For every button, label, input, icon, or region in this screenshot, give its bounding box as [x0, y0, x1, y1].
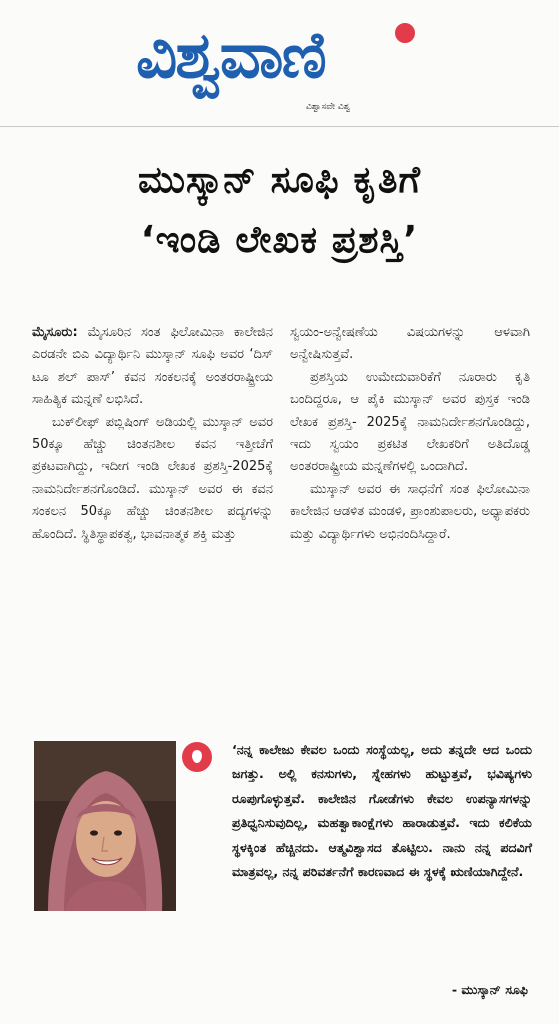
author-photo — [34, 741, 176, 911]
newspaper-logo: ವಿಶ್ವವಾಣಿ — [136, 19, 325, 93]
article-paragraph — [32, 322, 273, 412]
article-column-right — [290, 322, 530, 546]
quote-box — [32, 738, 532, 1010]
article-paragraph: ಬುಕ್‌ಲೀಫ್ ಪಬ್ಲಿಷಿಂಗ್ ಅಡಿಯಲ್ಲಿ ಮುಸ್ಕಾನ್ ಅವರ 50ಕ್ಕೂ ಹೆಚ್ಚು ಚಿಂತನಶೀಲ ಕವನ ಇತ್ತೀಚೆಗೆ ಪ್ರಕಟವಾಗಿದ್ದು, ಇದೀಗ ಇಂಡಿ ಲೇಖಕ ಪ್ರಶಸ್ತಿ-2025ಕ್ಕೆ ನಾಮನಿರ್ದೇಶನಗೊಂಡಿದೆ. ಮುಸ್ಕಾನ್ ಅವರ ಈ ಕವನ ಸಂಕಲನ 50ಕ್ಕೂ ಹೆಚ್ಚು ಚಿಂತನಶೀಲ ಪದ್ಯಗಳನ್ನು ಹೊಂದಿದೆ. ಸ್ಥಿತಿಸ್ಥಾಪಕತ್ವ, ಭಾವನಾತ್ಮಕ ಶಕ್ತಿ ಮತ್ತು — [32, 414, 273, 542]
masthead-divider — [0, 126, 559, 127]
article-paragraph: ಮುಸ್ಕಾನ್ ಅವರ ಈ ಸಾಧನೆಗೆ ಸಂತ ಫಿಲೋಮಿನಾ ಕಾಲೇಜಿನ ಆಡಳಿತ ಮಂಡಳಿ, ಪ್ರಾಂಶುಪಾಲರು, ಅಧ್ಯಾಪಕರು ಮತ್ತು ವಿದ್ಯಾರ್ಥಿಗಳು ಅಭಿನಂದಿಸಿದ್ದಾರೆ. — [290, 481, 530, 542]
article-column-left — [32, 322, 273, 546]
article-paragraph: ಸ್ವಯಂ-ಅನ್ವೇಷಣೆಯ ವಿಷಯಗಳನ್ನು ಆಳವಾಗಿ ಅನ್ವೇಷಿಸುತ್ತವೆ. — [290, 325, 530, 363]
paragraph-text: ಮೈಸೂರಿನ ಸಂತ ಫಿಲೋಮಿನಾ ಕಾಲೇಜಿನ ಎರಡನೇ ಬಿಎ ವಿದ್ಯಾರ್ಥಿನಿ ಮುಸ್ಕಾನ್ ಸೂಫಿ ಅವರ ‘ದಿಸ್ ಟೂ ಶಲ್ ಪಾಸ್’ ಕವನ ಸಂಕಲನಕ್ಕೆ ಅಂತರರಾಷ್ಟ್ರೀಯ ಸಾಹಿತ್ಯಿಕ ಮನ್ನಣೆ ಲಭಿಸಿದೆ. — [32, 325, 273, 408]
quote-author: - ಮುಸ್ಕಾನ್ ಸೂಫಿ — [451, 982, 528, 997]
headline — [0, 150, 559, 270]
logo-dot-icon — [392, 20, 418, 46]
newspaper-tagline: ವಿಶ್ವಾಸವೇ ವಿಶ್ವ — [306, 102, 351, 112]
quote-text: ‘ನನ್ನ ಕಾಲೇಜು ಕೇವಲ ಒಂದು ಸಂಸ್ಥೆಯಲ್ಲ, ಅದು ತನ್ನದೇ ಆದ ಒಂದು ಜಗತ್ತು. ಅಲ್ಲಿ ಕನಸುಗಳು, ಸ್ನೇಹಗಳು ಹುಟ್ಟುತ್ತವೆ, ಭವಿಷ್ಯಗಳು ರೂಪುಗೊಳ್ಳುತ್ತವೆ. ಕಾಲೇಜಿನ ಗೋಡೆಗಳು ಕೇವಲ ಉಪನ್ಯಾಸಗಳನ್ನು ಪ್ರತಿಧ್ವನಿಸುವುದಿಲ್ಲ, ಮಹತ್ವಾಕಾಂಕ್ಷೆಗಳು ಹಾರಾಡುತ್ತವೆ. ಇದು ಕಲಿಕೆಯ ಸ್ಥಳಕ್ಕಿಂತ ಹೆಚ್ಚಿನದು. ಆತ್ಮವಿಶ್ವಾಸದ ತೊಟ್ಟಿಲು. ನಾನು ನನ್ನ ಪದವಿಗೆ ಮಾತ್ರವಲ್ಲ, ನನ್ನ ಪರಿವರ್ತನೆಗೆ ಕಾರಣವಾದ ಈ ಸ್ಥಳಕ್ಕೆ ಋಣಿಯಾಗಿದ್ದೇನೆ. — [232, 742, 532, 880]
headline-line-2: ‘ಇಂಡಿ ಲೇಖಕ ಪ್ರಶಸ್ತಿ’ — [140, 218, 419, 261]
author-portrait-icon — [34, 741, 176, 911]
dateline: ಮೈಸೂರು: — [32, 325, 78, 340]
article-paragraph: ಪ್ರಶಸ್ತಿಯ ಉಮೇದುವಾರಿಕೆಗೆ ನೂರಾರು ಕೃತಿ ಬಂದಿದ್ದರೂ, ಆ ಪೈಕಿ ಮುಸ್ಕಾನ್ ಅವರ ಪುಸ್ತಕ ಇಂಡಿ ಲೇಖಕ ಪ್ರಶಸ್ತಿ- 2025ಕ್ಕೆ ನಾಮನಿರ್ದೇಶನಗೊಂಡಿದ್ದು, ಇದು ಸ್ವಯಂ ಪ್ರಕಟಿತ ಲೇಖಕರಿಗೆ ಅತಿದೊಡ್ಡ ಅಂತರರಾಷ್ಟ್ರೀಯ ಮನ್ನಣೆಗಳಲ್ಲಿ ಒಂದಾಗಿದೆ. — [290, 369, 530, 475]
masthead — [0, 0, 559, 130]
headline-line-1: ಮುಸ್ಕಾನ್ ಸೂಫಿ ಕೃತಿಗೆ — [138, 158, 421, 201]
quote-icon — [182, 742, 212, 772]
